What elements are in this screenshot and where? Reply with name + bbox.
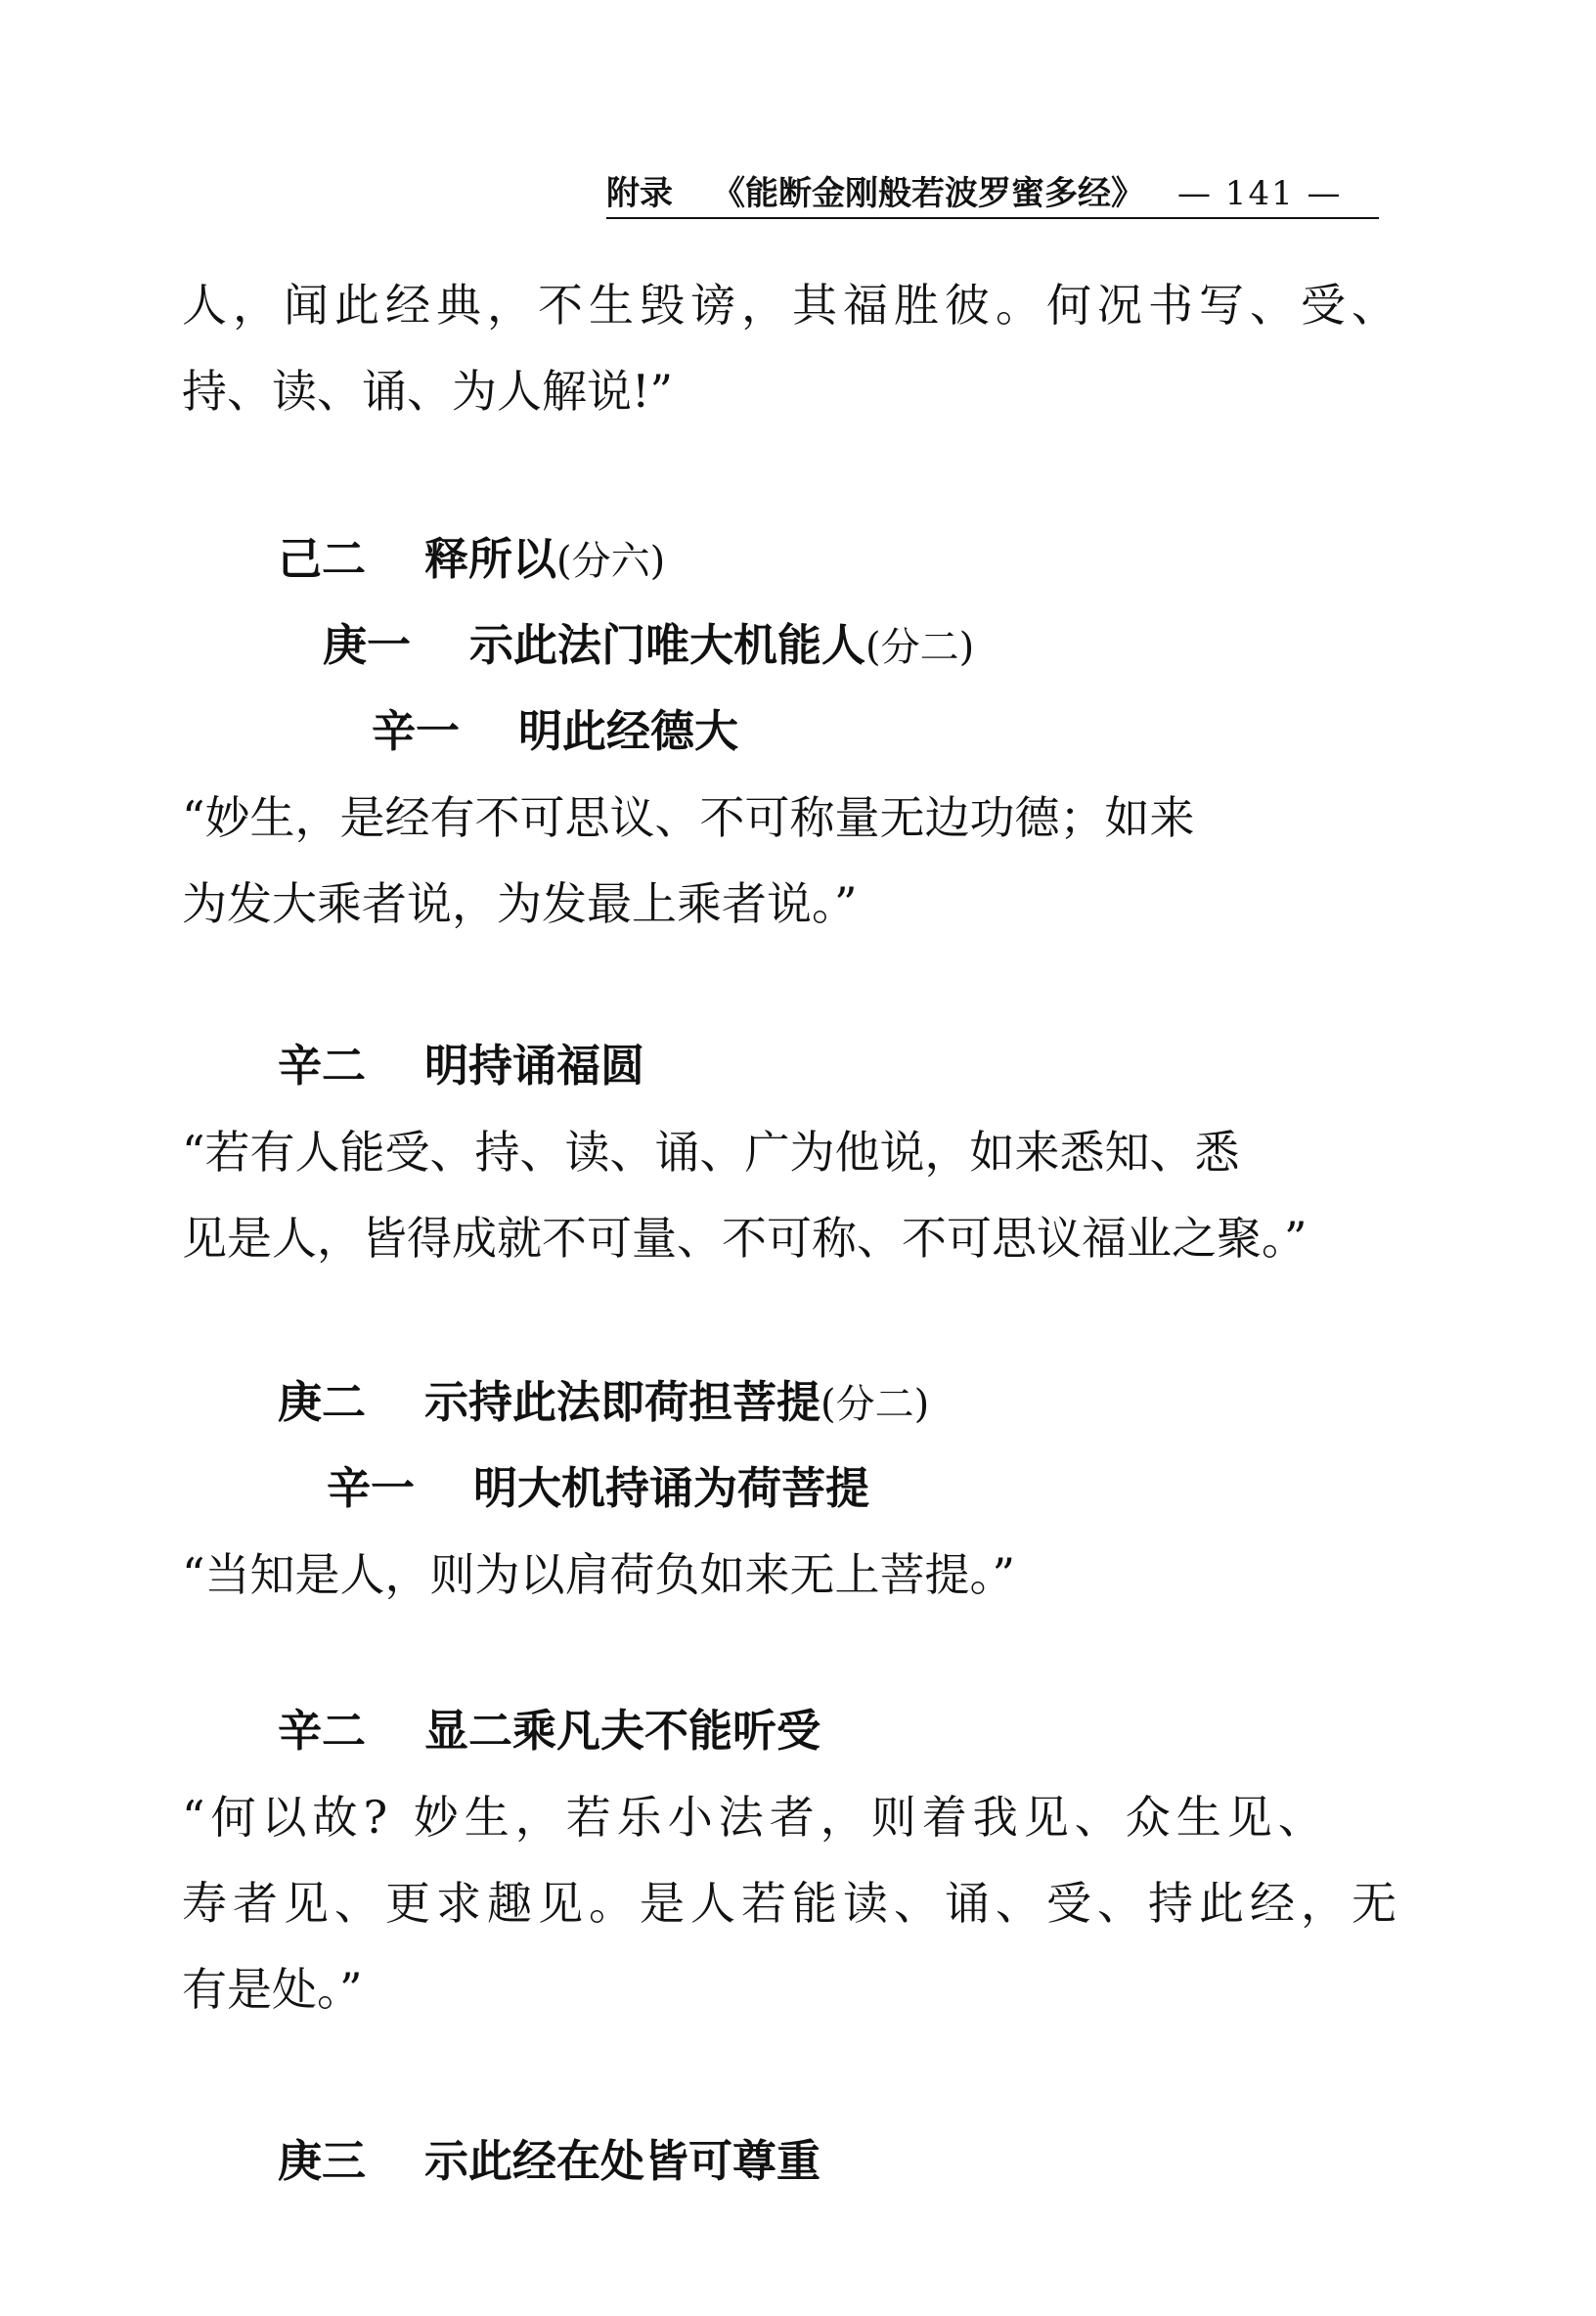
sub-subsection-heading [278, 1702, 820, 1760]
running-header [606, 172, 1379, 215]
section-title: 示此法门唯大机能人 [469, 619, 866, 671]
book-title: 《能断金刚般若波罗蜜多经》 [712, 174, 1144, 213]
paragraph-line: 为发大乘者说，为发最上乘者说。” [182, 877, 858, 930]
paragraph-line: 持、读、诵、为人解说!” [182, 365, 674, 418]
section-number: 己二 [278, 533, 367, 585]
sub-subsection-heading [372, 702, 738, 761]
section-number: 辛一 [327, 1462, 416, 1514]
paragraph-line: 人，闻此经典，不生毁谤，其福胜彼。何况书写、受、 [182, 279, 1402, 332]
paragraph-line: “当知是人，则为以肩荷负如来无上菩提。” [182, 1548, 1016, 1601]
subsection-heading [278, 1373, 929, 1432]
header-rule [606, 217, 1379, 219]
paragraph-line: 有是处。” [182, 1963, 363, 2016]
subsection-heading [278, 2132, 820, 2191]
section-heading [278, 530, 665, 589]
sub-subsection-heading [327, 1459, 869, 1518]
section-number: 辛一 [372, 705, 461, 757]
section-title: 明此经德大 [518, 705, 739, 757]
section-number: 辛二 [278, 1705, 367, 1757]
section-title: 明大机持诵为荷菩提 [473, 1462, 870, 1514]
paragraph-line: 寿者见、更求趣见。是人若能读、诵、受、持此经，无 [182, 1877, 1402, 1930]
sub-subsection-heading [278, 1037, 644, 1095]
section-title: 示此经在处皆可尊重 [424, 2135, 821, 2187]
section-number: 庚一 [323, 619, 412, 671]
section-title: 明持诵福圆 [424, 1040, 645, 1091]
paragraph-line: “若有人能受、持、读、诵、广为他说，如来悉知、悉 [182, 1126, 1240, 1179]
page-number: — 141 — [1177, 174, 1343, 213]
section-number: 辛二 [278, 1040, 367, 1091]
paragraph-line: “何以故? 妙生，若乐小法者，则着我见、众生见、 [182, 1791, 1329, 1844]
section-note: (分二) [820, 1382, 930, 1427]
section-title: 显二乘凡夫不能听受 [424, 1705, 821, 1757]
section-note: (分六) [556, 539, 666, 584]
section-number: 庚二 [278, 1376, 367, 1428]
subsection-heading [323, 616, 974, 675]
paragraph-line: 见是人，皆得成就不可量、不可称、不可思议福业之聚。” [182, 1212, 1308, 1265]
section-note: (分二) [865, 625, 975, 670]
section-number: 庚三 [278, 2135, 367, 2187]
section-title: 示持此法即荷担菩提 [424, 1376, 821, 1428]
appendix-label: 附录 [606, 174, 673, 213]
paragraph-line: “妙生，是经有不可思议、不可称量无边功德；如来 [182, 791, 1195, 844]
section-title: 释所以 [424, 533, 557, 585]
